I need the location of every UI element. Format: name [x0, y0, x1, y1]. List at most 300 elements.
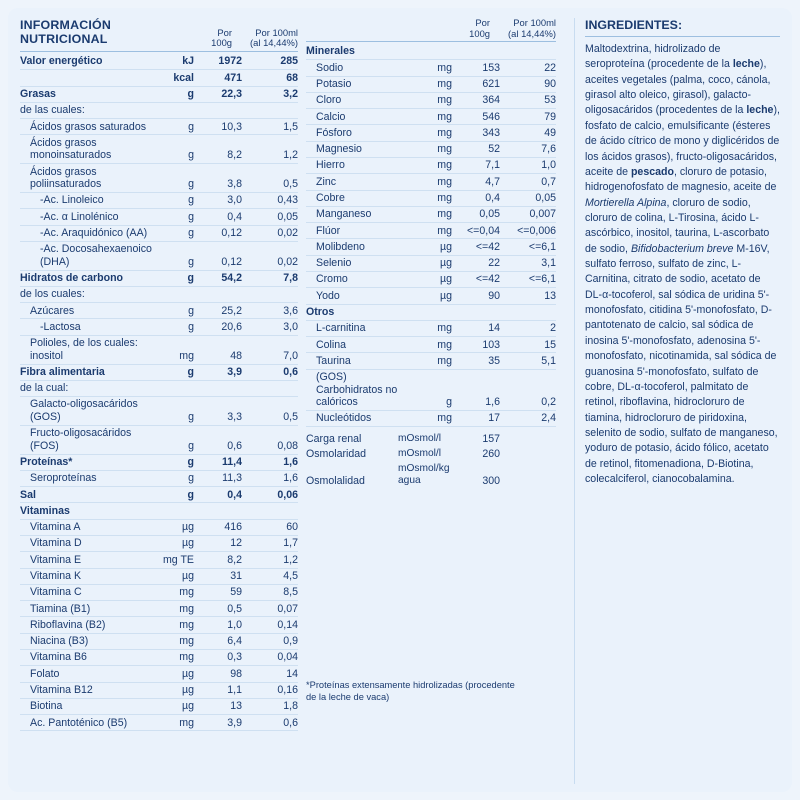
table-row — [20, 164, 298, 193]
row-label: Seroproteínas — [30, 472, 97, 485]
row-label: Osmolalidad — [306, 474, 365, 487]
row-value-100g: 8,2 — [227, 149, 242, 162]
row-value-100g: 471 — [224, 71, 242, 84]
row-value-100ml: 60 — [286, 521, 298, 534]
table-row — [306, 431, 556, 446]
row-value-100g — [200, 503, 252, 519]
table-row — [20, 633, 298, 649]
row-value-100ml: 0,9 — [283, 635, 298, 648]
row-value-100ml: 0,007 — [529, 208, 556, 221]
row-value-100ml: 3,0 — [283, 320, 298, 333]
row-unit: mg — [179, 618, 194, 631]
row-value-100ml: 0,6 — [283, 716, 298, 729]
row-value-100g: 59 — [230, 586, 242, 599]
row-value-100ml: 8,5 — [283, 586, 298, 599]
row-label: Cloro — [316, 94, 342, 107]
table-row — [20, 397, 298, 426]
table-row — [20, 380, 298, 396]
row-value-100g: 1972 — [218, 55, 242, 68]
row-label: Vitamina C — [30, 586, 82, 599]
row-value-100ml: 79 — [544, 110, 556, 123]
row-value-100g: 0,12 — [221, 226, 242, 239]
table-row — [20, 364, 298, 380]
row-value-100g: <=42 — [475, 273, 500, 286]
row-value-100ml: 4,5 — [283, 569, 298, 582]
row-unit: g — [188, 472, 194, 485]
minerals-title-spacer — [306, 22, 310, 39]
row-value-100g: 153 — [482, 61, 500, 74]
row-label: Otros — [306, 305, 335, 318]
row-unit: mg — [437, 338, 452, 351]
row-value-100ml: 7,0 — [283, 349, 298, 362]
row-value-100ml: <=6,1 — [528, 240, 556, 253]
row-label: de la cual: — [20, 382, 69, 395]
nutrition-table — [20, 54, 298, 731]
row-label: Nucleótidos — [316, 412, 372, 425]
row-unit: g — [187, 87, 194, 100]
table-row — [20, 319, 298, 335]
row-label: Galacto-oligosacáridos (GOS) — [30, 398, 138, 423]
row-unit: g — [187, 271, 194, 284]
row-unit — [414, 44, 458, 60]
row-unit: mg — [437, 78, 452, 91]
table-row — [20, 286, 298, 302]
row-unit: µg — [182, 537, 194, 550]
row-unit: g — [187, 456, 194, 469]
row-value-100g: 0,6 — [227, 439, 242, 452]
table-row — [20, 102, 298, 118]
row-label: Ac. Pantoténico (B5) — [30, 716, 128, 729]
row-value-100ml: 1,8 — [283, 700, 298, 713]
row-value-100g: 3,0 — [227, 194, 242, 207]
table-row — [20, 209, 298, 225]
row-value-100g: 0,12 — [221, 255, 242, 268]
table-row — [306, 141, 556, 157]
header-per-100g: Por 100g — [211, 26, 232, 49]
row-value-100g — [458, 44, 510, 60]
row-value-100g: 20,6 — [221, 320, 242, 333]
row-label: Tiamina (B1) — [30, 602, 91, 615]
row-unit: µg — [440, 273, 452, 286]
row-value-100ml — [510, 431, 556, 446]
row-unit: kcal — [173, 71, 194, 84]
row-label: Minerales — [306, 45, 355, 58]
row-value-100ml: 1,5 — [283, 120, 298, 133]
minerals-header-columns — [438, 18, 556, 39]
table-row — [20, 303, 298, 319]
row-value-100ml: 0,2 — [541, 396, 556, 409]
row-label: Cromo — [316, 273, 348, 286]
header-per-100ml-minerals: Por 100ml (al 14,44%) — [508, 17, 556, 39]
row-label: Molibdeno — [316, 240, 365, 253]
row-value-100g: 54,2 — [221, 271, 242, 284]
table-row — [306, 174, 556, 190]
row-value-100g: 0,4 — [485, 191, 500, 204]
minerals-header — [306, 18, 556, 42]
row-value-100g: 1,1 — [227, 683, 242, 696]
row-value-100g: <=42 — [475, 240, 500, 253]
table-row — [306, 272, 556, 288]
table-row — [306, 190, 556, 206]
row-value-100ml — [510, 44, 556, 60]
row-value-100g: 3,3 — [227, 410, 242, 423]
row-value-100g: 22,3 — [221, 87, 242, 100]
row-value-100g — [200, 286, 252, 302]
table-row — [306, 447, 556, 462]
row-value-100g: <=0,04 — [467, 224, 500, 237]
table-row — [306, 223, 556, 239]
row-value-100ml: 0,02 — [277, 255, 298, 268]
row-value-100g: 1,6 — [485, 396, 500, 409]
row-value-100g: 621 — [482, 78, 500, 91]
minerals-column — [306, 18, 556, 731]
row-unit: g — [188, 120, 194, 133]
row-value-100ml: 1,6 — [283, 472, 298, 485]
row-value-100ml: 0,05 — [277, 210, 298, 223]
row-value-100g: 300 — [482, 474, 500, 487]
row-unit: mg — [179, 349, 194, 362]
row-value-100g: 8,2 — [227, 553, 242, 566]
table-row — [306, 92, 556, 108]
row-unit: mg — [437, 159, 452, 172]
row-value-100g: 98 — [230, 667, 242, 680]
table-row — [20, 568, 298, 584]
table-row — [20, 270, 298, 286]
row-unit: mg — [179, 602, 194, 615]
row-value-100ml: 0,14 — [277, 618, 298, 631]
ingredients-text: Maltodextrina, hidrolizado de seroproteína (procedente de la leche), aceites vegetales (palma, coco, cánola, girasol alto oleico, girasol), galacto-oligosacáridos (procedentes de la leche), fosfato de calcio, emulsificante (ésteres de ácido cítrico de mono y diglicéridos de los ácidos grasos), fructo-oligosacáridos, aceite de pescado, cloruro de potasio, hidrogenofosfato de magnesio, aceite de Mortierella Alpina, cloruro de sodio, cloruro de colina, L-Tirosina, ácido L-ascórbico, inositol, taurina, L-ascorbato de sodio, Bifidobacterium breve M-16V, sulfato ferroso, sulfato de zinc, L-Carnitina, citrato de sodio, acetato de DL-α-tocoferol, sal sódica de uridina 5'-monofosfato, citidina 5'-monofosfato, D-pantotenato de calcio, sal sódica de inosina 5'-monofosfato, adenosina 5'-monofosfato, nicotinamida, sal sódica de guanosina 5'-monofosfato, sulfato de cobre, DL-α-tocoferol, palmitato de retinol, riboflavina, hidrocloruro de tiamina, hidrocloruro de piridoxina, selenito de sodio, sulfato de manganeso, yoduro de potasio, ácido fólico, acetato de retinol, fitomenadiona, D-Biotina, colecalciferol, cianocobalamina. — [585, 43, 780, 486]
table-row — [306, 76, 556, 92]
row-value-100ml: 90 — [544, 78, 556, 91]
table-row — [20, 70, 298, 86]
row-label: -Ac. Araquidónico (AA) — [40, 226, 148, 239]
nutrition-title: INFORMACIÓN NUTRICIONAL — [20, 18, 111, 46]
row-value-100ml: 0,06 — [277, 488, 298, 501]
row-value-100ml: 7,8 — [283, 271, 298, 284]
row-unit: mg — [437, 412, 452, 425]
row-label: Folato — [30, 667, 60, 680]
row-value-100g: 11,4 — [221, 456, 242, 469]
row-value-100ml: 0,07 — [277, 602, 298, 615]
row-label: Hierro — [316, 159, 345, 172]
table-row — [20, 503, 298, 519]
row-label: Vitamina E — [30, 553, 82, 566]
row-value-100ml: <=6,1 — [528, 273, 556, 286]
row-value-100ml: 13 — [544, 289, 556, 302]
table-row — [306, 353, 556, 369]
row-label: Azúcares — [30, 304, 75, 317]
row-label: Fibra alimentaria — [20, 365, 105, 378]
table-row — [20, 650, 298, 666]
row-value-100ml — [510, 304, 556, 320]
table-row — [20, 454, 298, 470]
row-label: Ácidos grasos saturados — [30, 120, 147, 133]
row-value-100g: 6,4 — [227, 635, 242, 648]
row-unit: mOsmol/kg agua — [398, 463, 450, 487]
row-value-100g: 7,1 — [485, 159, 500, 172]
row-value-100g: 14 — [488, 322, 500, 335]
row-value-100g: 343 — [482, 126, 500, 139]
nutrition-column — [20, 18, 298, 731]
row-unit: g — [188, 210, 194, 223]
row-unit: mg — [437, 94, 452, 107]
row-label: -Ac. α Linolénico — [40, 210, 119, 223]
row-value-100ml — [252, 380, 298, 396]
table-row — [20, 425, 298, 454]
row-unit: mg — [437, 208, 452, 221]
table-row — [20, 552, 298, 568]
row-value-100g: 11,3 — [222, 472, 242, 485]
table-row — [20, 225, 298, 241]
row-unit: mg — [437, 191, 452, 204]
header-per-100g-minerals: Por 100g — [469, 17, 490, 39]
row-value-100ml: 0,02 — [277, 226, 298, 239]
row-value-100g: 157 — [482, 432, 500, 445]
row-value-100ml: 5,1 — [541, 354, 556, 367]
row-label: Ácidos grasos poliinsaturados — [30, 165, 102, 191]
row-value-100ml: 2,4 — [541, 412, 556, 425]
row-value-100g: 22 — [488, 257, 500, 270]
table-row — [306, 44, 556, 60]
row-value-100ml: 7,6 — [541, 143, 556, 156]
row-unit — [156, 102, 200, 118]
table-row — [20, 698, 298, 714]
row-value-100ml: 2 — [550, 322, 556, 335]
nutrition-header-columns — [180, 28, 298, 49]
row-unit: µg — [440, 289, 452, 302]
row-value-100ml: 1,7 — [283, 537, 298, 550]
row-value-100ml: <=0,006 — [517, 224, 556, 237]
row-label: de los cuales: — [20, 288, 85, 301]
row-unit: µg — [440, 240, 452, 253]
row-label: Osmolaridad — [306, 447, 367, 460]
row-value-100g: 12 — [230, 537, 242, 550]
row-value-100g: 35 — [488, 354, 500, 367]
row-label: Manganeso — [316, 208, 372, 221]
ingredients-area — [574, 18, 780, 784]
row-unit: mg — [437, 126, 452, 139]
row-label: Selenio — [316, 257, 352, 270]
protein-footnote: *Proteínas extensamente hidrolizadas (procedente de la leche de vaca) — [306, 679, 515, 702]
row-value-100ml: 0,05 — [535, 191, 556, 204]
nutrition-header — [20, 18, 298, 52]
row-value-100g: 10,3 — [221, 120, 242, 133]
table-row — [306, 288, 556, 304]
row-unit: mOsmol/l — [398, 433, 442, 445]
row-value-100g: 0,3 — [227, 651, 242, 664]
row-value-100ml: 15 — [544, 338, 556, 351]
row-label: -Ac. Docosahexaenoico (DHA) — [40, 243, 152, 268]
row-value-100g: 3,8 — [227, 178, 242, 191]
row-label: Ácidos grasos monoinsaturados — [30, 136, 112, 162]
row-label: Flúor — [316, 224, 341, 237]
row-value-100g: 48 — [230, 349, 242, 362]
row-label: Colina — [316, 338, 347, 351]
row-label: Sal — [20, 488, 36, 501]
row-unit: mg — [437, 354, 452, 367]
row-value-100ml: 68 — [286, 71, 298, 84]
row-label: Taurina — [316, 354, 351, 367]
row-unit — [156, 380, 200, 396]
table-row — [306, 158, 556, 174]
row-unit: µg — [182, 683, 194, 696]
row-unit: µg — [182, 521, 194, 534]
row-label — [20, 70, 156, 86]
table-row — [20, 119, 298, 135]
label-panel — [8, 8, 792, 792]
row-unit: g — [188, 304, 194, 317]
osmolarity-table — [306, 431, 556, 488]
row-label: Carga renal — [306, 432, 362, 445]
row-value-100g: 17 — [488, 412, 500, 425]
row-unit: mOsmol/l — [398, 448, 442, 460]
table-row — [306, 239, 556, 255]
table-row — [306, 369, 556, 410]
row-label: -Ac. Linoleico — [40, 194, 104, 207]
row-value-100g: 25,2 — [221, 304, 242, 317]
row-value-100g — [200, 380, 252, 396]
row-value-100ml — [252, 102, 298, 118]
table-row — [20, 241, 298, 270]
row-unit: µg — [182, 700, 194, 713]
row-label: Vitamina K — [30, 569, 82, 582]
table-row — [20, 54, 298, 70]
row-value-100ml — [510, 447, 556, 462]
row-value-100ml: 22 — [544, 61, 556, 74]
table-row — [20, 666, 298, 682]
row-value-100g — [200, 102, 252, 118]
row-unit: µg — [182, 569, 194, 582]
row-unit: g — [187, 365, 194, 378]
row-label: Sodio — [316, 61, 344, 74]
row-unit: mg — [437, 110, 452, 123]
row-value-100ml: 1,2 — [283, 149, 298, 162]
table-row — [306, 60, 556, 76]
row-value-100g: 546 — [482, 110, 500, 123]
row-label: Vitamina B12 — [30, 683, 93, 696]
row-value-100ml: 0,5 — [283, 410, 298, 423]
row-value-100ml: 49 — [544, 126, 556, 139]
table-row — [20, 335, 298, 364]
row-unit: g — [188, 178, 194, 191]
row-value-100g: 416 — [224, 521, 242, 534]
row-value-100ml: 0,04 — [277, 651, 298, 664]
row-value-100g: 3,9 — [227, 716, 242, 729]
row-label: Potasio — [316, 78, 352, 91]
row-label: de las cuales: — [20, 104, 85, 117]
row-value-100g — [458, 304, 510, 320]
row-value-100g: 31 — [230, 569, 242, 582]
table-row — [306, 462, 556, 489]
table-row — [20, 470, 298, 486]
row-unit: µg — [440, 257, 452, 270]
row-value-100g: 103 — [482, 338, 500, 351]
row-value-100g: 0,5 — [227, 602, 242, 615]
row-value-100ml: 0,16 — [277, 683, 298, 696]
row-label: Magnesio — [316, 143, 362, 156]
row-label: Vitamina B6 — [30, 651, 87, 664]
row-unit — [156, 503, 200, 519]
table-row — [20, 715, 298, 731]
row-value-100g: 0,05 — [479, 208, 500, 221]
row-value-100ml: 1,0 — [541, 159, 556, 172]
table-row — [20, 135, 298, 164]
row-value-100g: 0,4 — [227, 210, 242, 223]
row-unit: mg — [437, 61, 452, 74]
row-unit: g — [188, 439, 194, 452]
row-unit: mg TE — [162, 553, 194, 566]
row-unit: mg — [179, 651, 194, 664]
table-row — [20, 86, 298, 102]
row-value-100ml: 0,43 — [277, 194, 298, 207]
row-label: Hidratos de carbono — [20, 271, 124, 284]
row-label: Vitamina A — [30, 521, 81, 534]
row-value-100g: 13 — [230, 700, 242, 713]
row-unit: g — [446, 396, 452, 409]
row-value-100g: 0,4 — [227, 488, 242, 501]
minerals-table — [306, 44, 556, 427]
row-value-100ml: 0,5 — [283, 178, 298, 191]
row-label: Yodo — [316, 289, 340, 302]
row-value-100ml: 0,7 — [541, 175, 556, 188]
table-row — [20, 682, 298, 698]
row-value-100g: 90 — [488, 289, 500, 302]
row-label: Fósforo — [316, 126, 352, 139]
row-value-100g: 3,9 — [227, 365, 242, 378]
table-row — [20, 601, 298, 617]
row-value-100ml: 3,2 — [283, 87, 298, 100]
row-unit: g — [188, 410, 194, 423]
table-row — [20, 536, 298, 552]
row-unit: g — [188, 194, 194, 207]
table-row — [20, 584, 298, 600]
table-row — [20, 192, 298, 208]
table-row — [306, 320, 556, 336]
row-value-100ml: 1,2 — [283, 553, 298, 566]
row-unit: g — [188, 226, 194, 239]
row-label: Vitaminas — [20, 504, 70, 517]
table-row — [20, 617, 298, 633]
table-row — [306, 125, 556, 141]
row-value-100ml — [252, 503, 298, 519]
table-row — [306, 337, 556, 353]
row-label: Cobre — [316, 191, 345, 204]
row-value-100ml: 0,6 — [283, 365, 298, 378]
row-unit: g — [188, 149, 194, 162]
table-row — [306, 109, 556, 125]
row-label: Valor energético — [20, 55, 103, 68]
row-label: L-carnitina — [316, 322, 366, 335]
row-label: Fructo-oligosacáridos (FOS) — [30, 427, 132, 452]
row-value-100g: 4,7 — [485, 175, 500, 188]
table-row — [20, 519, 298, 535]
row-label: Proteínas* — [20, 456, 73, 469]
row-label: Grasas — [20, 87, 56, 100]
row-value-100ml: 1,6 — [283, 456, 298, 469]
row-value-100ml: 53 — [544, 94, 556, 107]
row-label: (GOS) Carbohidratos no calóricos — [316, 371, 398, 409]
row-value-100ml — [252, 286, 298, 302]
row-unit: mg — [437, 143, 452, 156]
row-unit — [414, 304, 458, 320]
row-unit: mg — [179, 635, 194, 648]
row-label: Polioles, de los cuales: inositol — [30, 337, 138, 362]
table-row — [306, 255, 556, 271]
row-unit: g — [188, 320, 194, 333]
table-row — [306, 410, 556, 426]
table-row — [20, 487, 298, 503]
table-row — [306, 304, 556, 320]
